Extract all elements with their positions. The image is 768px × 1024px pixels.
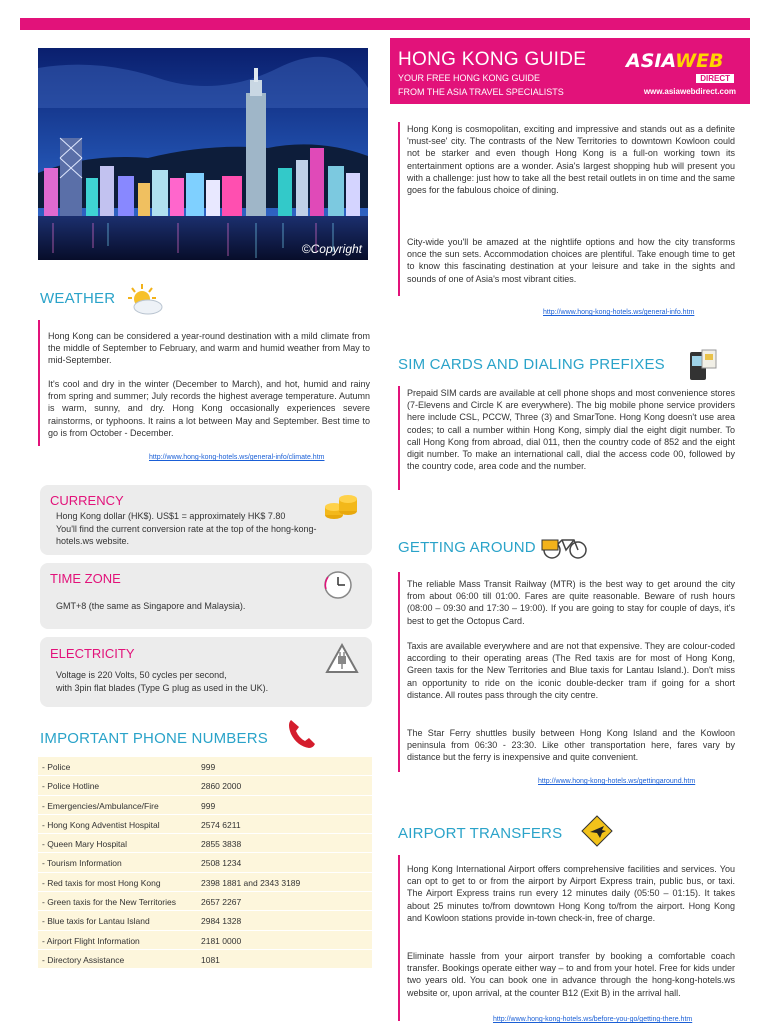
phone-number: 1081 bbox=[201, 954, 220, 965]
logo-web-text: WEB bbox=[675, 50, 724, 72]
phone-number: 2860 2000 bbox=[201, 781, 242, 792]
airport-paragraph-1: Hong Kong International Airport offers comprehensive facilities and services. You can opt to get to or from the airport by Airport Express train, public bus, or taxi. The Airport Express trains run every 12 minutes daily (05:50 – 01:15). It takes about 25 minutes to/from downtown Hong Kong to/from the airport. Hong Kong and Kowloon stations provide in-town check-in, free of charge. bbox=[407, 864, 735, 923]
top-accent-bar bbox=[20, 18, 750, 30]
table-row bbox=[38, 776, 372, 795]
airplane-sign-icon bbox=[580, 814, 614, 848]
page-title: HONG KONG GUIDE bbox=[398, 49, 587, 70]
phone-name: - Directory Assistance bbox=[42, 954, 125, 965]
table-row bbox=[38, 796, 372, 815]
weather-heading: WEATHER bbox=[40, 290, 116, 307]
electricity-heading: ELECTRICITY bbox=[50, 646, 135, 661]
getting-around-link[interactable]: http://www.hong-kong-hotels.ws/gettingaround.htm bbox=[538, 778, 696, 785]
table-row bbox=[38, 815, 372, 834]
phone-numbers-heading: IMPORTANT PHONE NUMBERS bbox=[40, 730, 268, 747]
table-row bbox=[38, 873, 372, 892]
logo-url[interactable]: www.asiawebdirect.com bbox=[643, 87, 736, 96]
sun-cloud-icon bbox=[124, 282, 166, 316]
mobile-phone-icon bbox=[682, 348, 718, 384]
phone-number: 2398 1881 and 2343 3189 bbox=[201, 877, 301, 888]
timezone-heading: TIME ZONE bbox=[50, 571, 121, 586]
weather-link[interactable]: http://www.hong-kong-hotels.ws/general-info/climate.htm bbox=[149, 454, 325, 461]
table-row bbox=[38, 853, 372, 872]
getting-around-paragraph-1: The reliable Mass Transit Railway (MTR) is the best way to get around the city from about 06:00 till 01:00. Fares are quite reasonable. Beware of rush hours (08:00 – 09:30 and 17:30 – 19:00). If you are going to stay for couple of days, it's best to get the Octopus Card. bbox=[407, 579, 735, 626]
guide-header bbox=[390, 38, 750, 104]
getting-around-paragraph-2: Taxis are available everywhere and are not that expensive. They are colour-coded according to their operating areas (The Red taxis are for most of Hong Kong, Green taxis for the New Territories and Blue taxis for Lantau Island.). Don't miss an opportunity to ride on the iconic double-decker tram if going for a short distance. All routes pass through the city centre. bbox=[407, 641, 735, 700]
airport-paragraph-2: Eliminate hassle from your airport transfer by booking a comfortable coach transfer. Bookings operate either way – to and from your hotel. Free for kids under two years old. You can book one in advance through the hong-kong-hotels.ws website or, upon arrival, at the counter B12 (Exit B) in the arrival hall. bbox=[407, 951, 735, 998]
clock-icon bbox=[322, 569, 354, 601]
table-row bbox=[38, 892, 372, 911]
phone-name: - Emergencies/Ambulance/Fire bbox=[42, 800, 159, 811]
tagline-line-2: FROM THE ASIA TRAVEL SPECIALISTS bbox=[398, 87, 564, 97]
bicycle-icon bbox=[540, 530, 590, 562]
phone-number: 2508 1234 bbox=[201, 858, 242, 869]
sim-accent-bar bbox=[398, 386, 400, 490]
electricity-line-2: with 3pin flat blades (Type G plug as used in the UK). bbox=[56, 683, 269, 693]
table-row bbox=[38, 931, 372, 950]
timezone-card bbox=[40, 563, 372, 629]
phone-number: 2574 6211 bbox=[201, 819, 241, 830]
currency-heading: CURRENCY bbox=[50, 493, 124, 508]
phone-number: 999 bbox=[201, 800, 216, 811]
phone-number: 2984 1328 bbox=[201, 916, 242, 927]
hong-kong-skyline-photo bbox=[38, 48, 368, 260]
intro-link[interactable]: http://www.hong-kong-hotels.ws/general-info.htm bbox=[543, 309, 695, 316]
telephone-icon bbox=[285, 716, 317, 752]
weather-accent-bar bbox=[38, 320, 40, 446]
table-row bbox=[38, 911, 372, 930]
airport-accent-bar bbox=[398, 855, 400, 1021]
logo-asia-text: ASIA bbox=[626, 50, 676, 72]
logo-direct-text: DIRECT bbox=[696, 74, 734, 83]
table-row bbox=[38, 834, 372, 853]
intro-paragraph-2: City-wide you'll be amazed at the nightlife options and how the city transforms once the sun sets. Accommodation choices are plentiful. Take enough time to get to know this fascinating destination at your leisure and take in the sights and sounds of one of Asia's most vibrant cities. bbox=[407, 237, 735, 284]
phone-name: - Red taxis for most Hong Kong bbox=[42, 877, 161, 888]
phone-name: - Police Hotline bbox=[42, 781, 100, 792]
phone-name: - Blue taxis for Lantau Island bbox=[42, 916, 150, 927]
currency-line-2: You'll find the current conversion rate at the top of the hong-kong- bbox=[56, 524, 317, 534]
phone-number: 999 bbox=[201, 762, 216, 772]
phone-number: 2855 3838 bbox=[201, 839, 242, 850]
getting-around-heading: GETTING AROUND bbox=[398, 539, 536, 556]
intro-paragraph-1: Hong Kong is cosmopolitan, exciting and impressive and stands out as a definite 'must-see' city. The contrasts of the New Territories to downtown Kowloon could not be starker and even though Hong Kong is a full-on working town its entertainment options are a wonder. Asia's largest shopping hub will present you with a challenge: just how to take all the best retail outlets in on time and the same goes for the fabulous choice of dining. bbox=[407, 124, 735, 196]
phone-name: - Tourism Information bbox=[42, 858, 122, 869]
tagline-line-1: YOUR FREE HONG KONG GUIDE bbox=[398, 73, 541, 83]
electricity-line-1: Voltage is 220 Volts, 50 cycles per second, bbox=[56, 670, 227, 680]
currency-card bbox=[40, 485, 372, 555]
photo-copyright: ©Copyright bbox=[301, 242, 362, 256]
currency-line-3: hotels.ws website. bbox=[56, 536, 130, 546]
table-row bbox=[38, 757, 372, 776]
intro-accent-bar bbox=[398, 122, 400, 296]
phone-name: - Green taxis for the New Territories bbox=[42, 897, 176, 908]
sim-paragraph-1: Prepaid SIM cards are available at cell phone shops and most convenience stores (7-Elevens and Circle K are everywhere). The big mobile phone service providers here include CSL, PCCW, Three (3) and SmarTone. Hong Kong doesn't use area codes; to call a number within Hong Kong, simply dial the eight digit number. To call Hong Kong from abroad, dial 011, then the country code of 852 and the eight digit number. To make an international call, dial the access code 00, followed by the country code, area code and the number. bbox=[407, 388, 735, 472]
phone-name: - Hong Kong Adventist Hospital bbox=[42, 819, 160, 830]
electric-plug-warning-icon bbox=[324, 642, 360, 676]
airport-transfers-heading: AIRPORT TRANSFERS bbox=[398, 825, 563, 842]
phone-number: 2181 0000 bbox=[201, 935, 242, 946]
getting-around-accent-bar bbox=[398, 572, 400, 772]
electricity-card bbox=[40, 637, 372, 707]
phone-name: - Queen Mary Hospital bbox=[42, 839, 128, 850]
phone-name: - Police bbox=[42, 762, 71, 772]
airport-link[interactable]: http://www.hong-kong-hotels.ws/before-you-go/getting-there.htm bbox=[493, 1016, 693, 1023]
sim-cards-heading: SIM CARDS AND DIALING PREFIXES bbox=[398, 356, 665, 373]
timezone-text: GMT+8 (the same as Singapore and Malaysia). bbox=[56, 601, 246, 611]
phone-number: 2657 2267 bbox=[201, 897, 242, 908]
getting-around-paragraph-3: The Star Ferry shuttles busily between Hong Kong Island and the Kowloon peninsula from 06:30 - 23:30. Like other transportation here, fares vary by distance but the ferry is inexpensive and quite convenient. bbox=[407, 728, 735, 763]
phone-name: - Airport Flight Information bbox=[42, 935, 140, 946]
table-row bbox=[38, 950, 372, 969]
coins-icon bbox=[324, 493, 358, 523]
currency-line-1: Hong Kong dollar (HK$). US$1 = approximately HK$ 7.80 bbox=[56, 511, 286, 521]
weather-paragraph-2: It's cool and dry in the winter (December to March), and hot, humid and rainy from spring and summer; July records the highest average temperature. Autumn is warm, sunny, and dry. Hong Kong occasionally experiences severe rainstorms, or typhoons. It rains a lot between May and September. Best time to go is from October - December. bbox=[48, 379, 370, 438]
phone-numbers-table bbox=[38, 757, 372, 969]
weather-paragraph-1: Hong Kong can be considered a year-round destination with a mild climate from the middle of September to February, and warm and humid weather from May to mid-September. bbox=[48, 331, 370, 366]
asiawebdirect-logo[interactable] bbox=[626, 50, 736, 96]
